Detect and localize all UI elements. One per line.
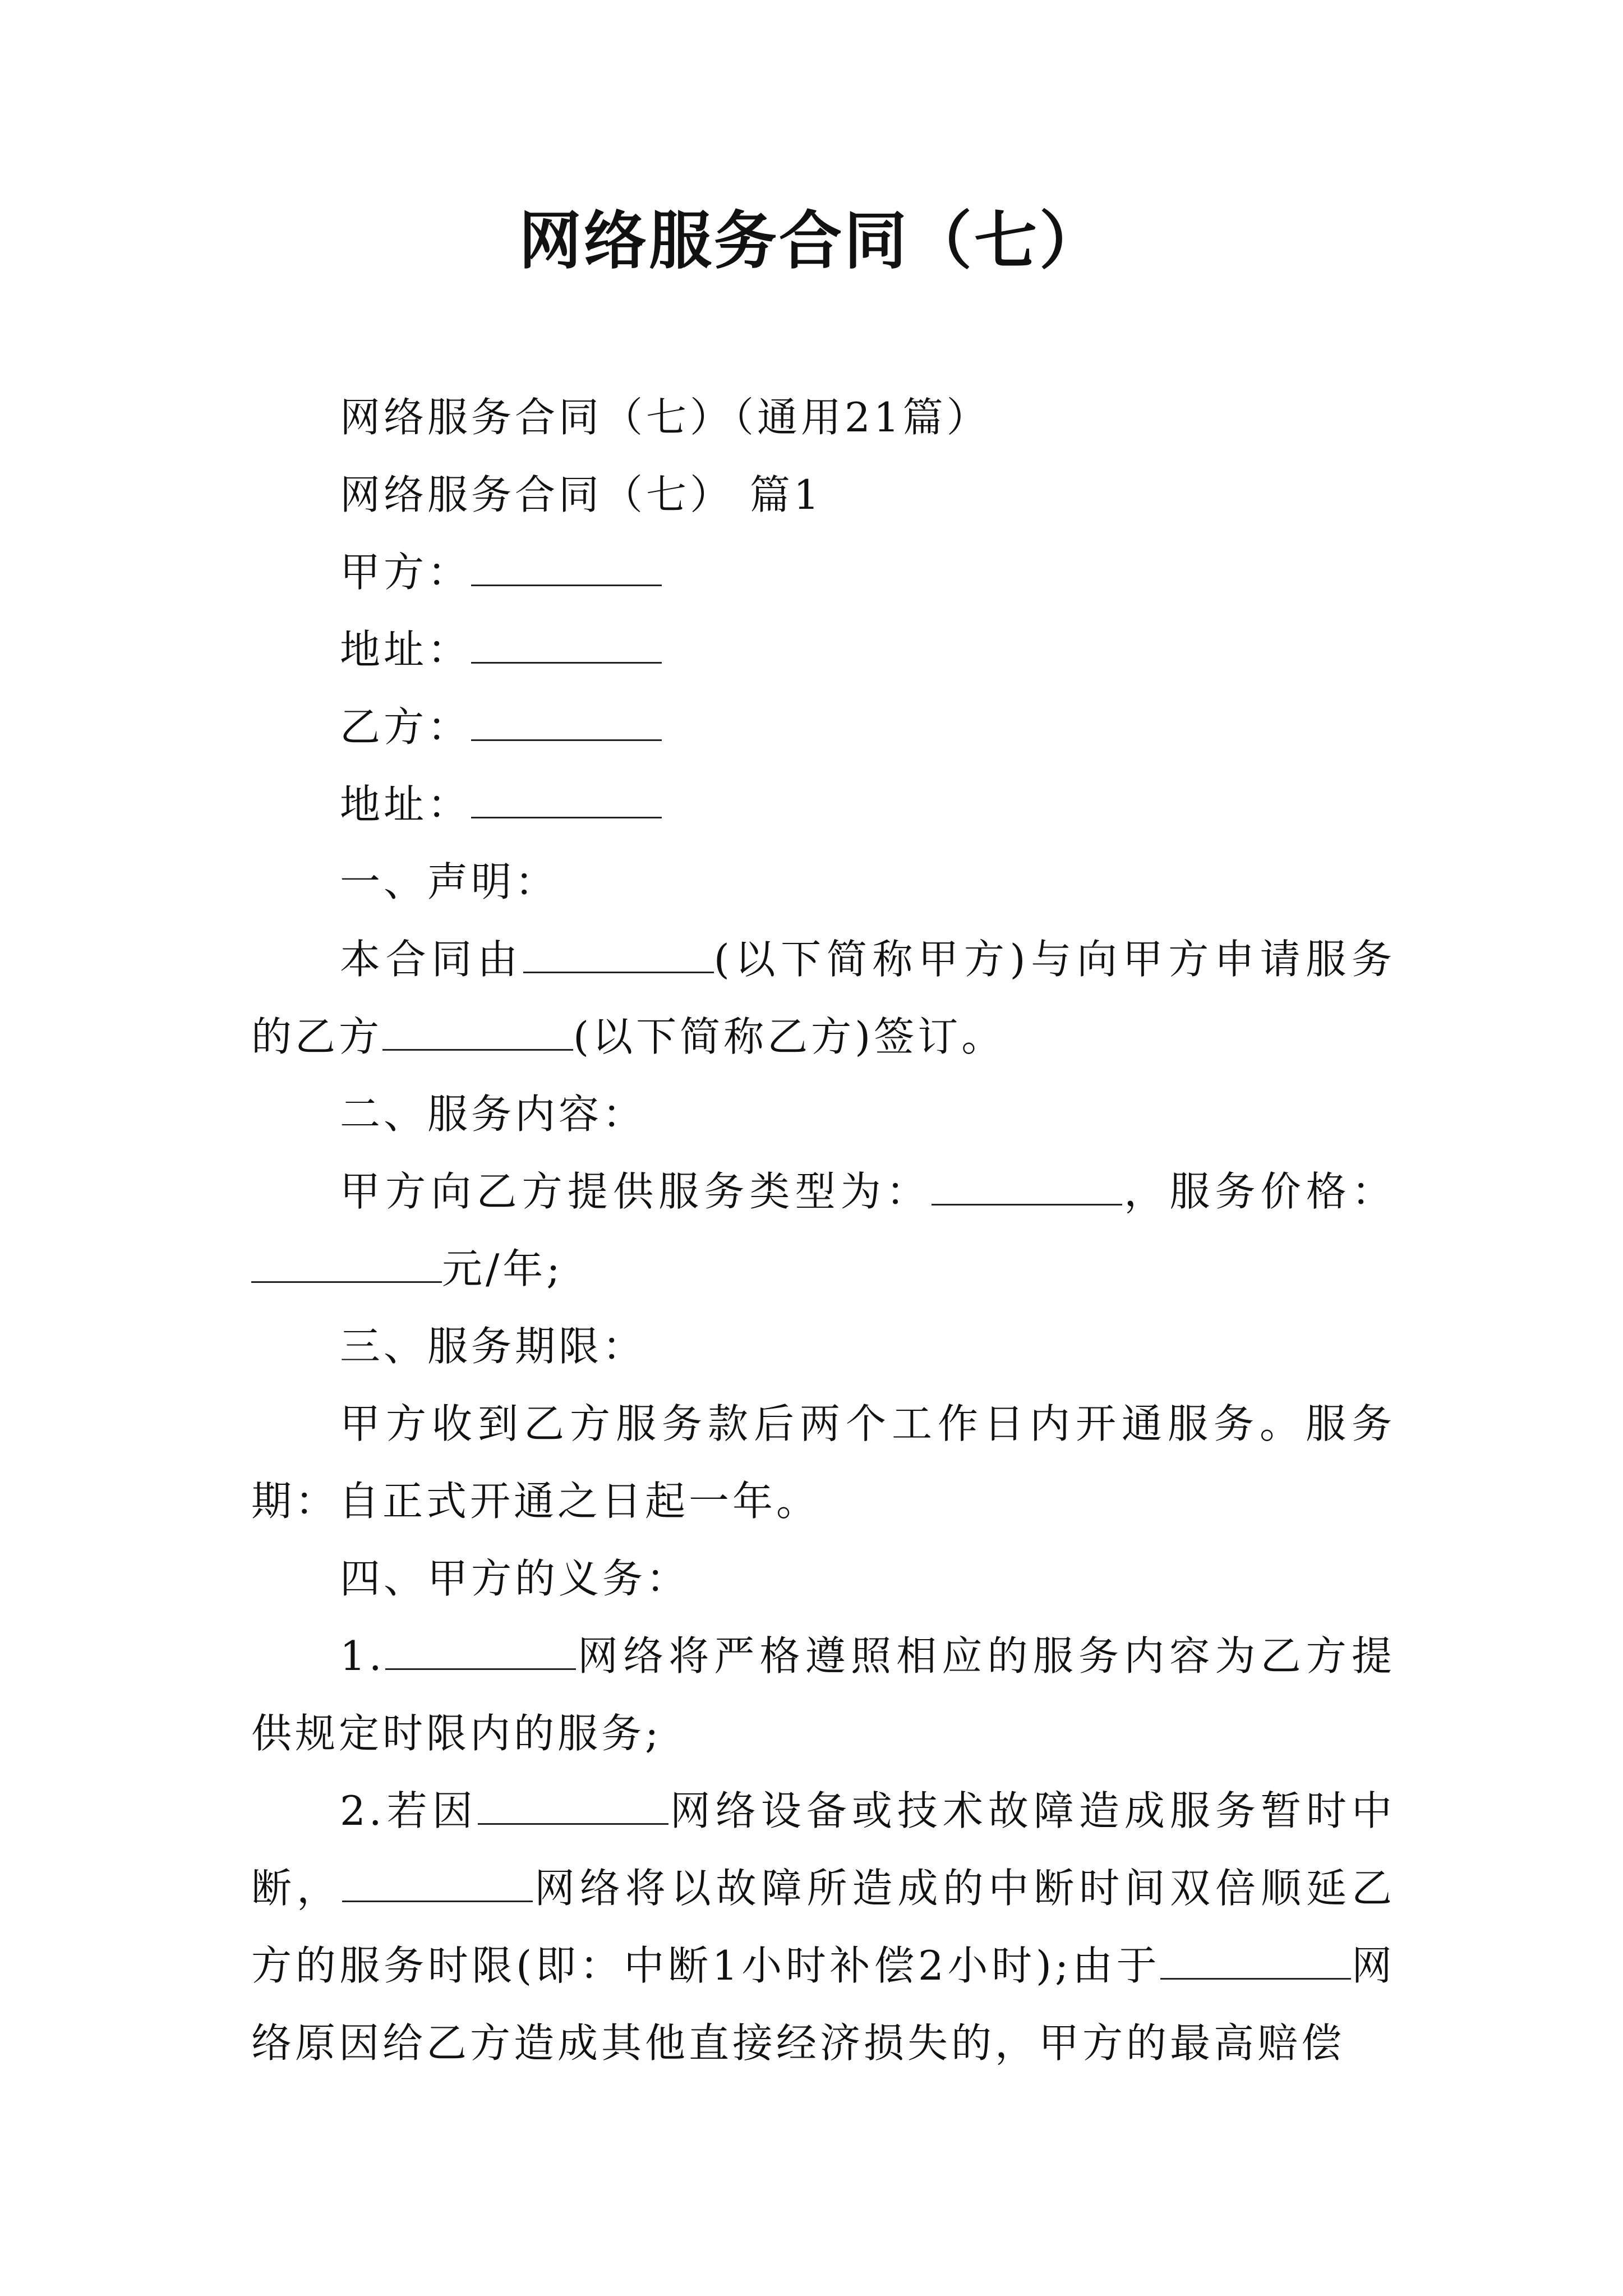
address-a-blank — [471, 628, 662, 664]
party-a-blank — [471, 551, 662, 586]
sec2-text-a: 甲方向乙方提供服务类型为： — [340, 1168, 932, 1215]
party-a-label: 甲方： — [340, 549, 472, 596]
item1-blank — [385, 1635, 576, 1670]
sec2-text-c: 元/年; — [442, 1245, 564, 1292]
section4-heading: 四、甲方的义务： — [340, 1555, 690, 1602]
section1-paragraph — [251, 921, 1395, 1075]
address-b-blank — [471, 783, 662, 818]
section1-heading: 一、声明： — [340, 858, 559, 905]
sec1-text-b: (以下简称甲方)与向甲方申请服务的乙方 — [251, 936, 1395, 1060]
item2-blank-2 — [342, 1867, 533, 1902]
document-title: 网络服务合同（七） — [519, 204, 1104, 278]
item1-text-b: 网络将严格遵照相应的服务内容为乙方提供规定时限内的服务; — [251, 1632, 1395, 1757]
item2-text-c: 网络将以故障所造成的中断时间双倍顺延乙方的服务时限(即：中断1小时补偿2小时);由于 — [251, 1865, 1395, 1989]
address-b-label: 地址： — [340, 781, 472, 828]
party-b-blank — [471, 706, 662, 741]
address-a-label: 地址： — [340, 626, 472, 673]
sec2-text-b: ，服务价格： — [1122, 1168, 1395, 1215]
section3-paragraph: 甲方收到乙方服务款后两个工作日内开通服务。服务期：自正式开通之日起一年。 — [251, 1400, 1395, 1525]
section4-item1 — [251, 1617, 1395, 1772]
subtitle-line: 网络服务合同（七）（通用21篇） — [340, 394, 990, 441]
item1-text-a: 1. — [340, 1632, 385, 1680]
sec1-blank-2 — [382, 1015, 573, 1051]
sec1-text-a: 本合同由 — [340, 936, 523, 983]
sec1-blank-1 — [523, 938, 714, 973]
item2-text-a: 2.若因 — [340, 1787, 478, 1834]
address-a-line — [251, 611, 1395, 688]
section3-heading: 三、服务期限： — [340, 1323, 647, 1370]
section2-paragraph — [251, 1153, 1395, 1308]
document-body — [251, 379, 1395, 2082]
sec1-text-c: (以下简称乙方)签订。 — [573, 1013, 1006, 1060]
sec2-blank-1 — [932, 1170, 1122, 1205]
section4-item2 — [251, 1772, 1395, 2082]
section2-heading: 二、服务内容： — [340, 1091, 647, 1138]
part1-heading: 网络服务合同（七） 篇1 — [340, 471, 823, 518]
party-b-line — [251, 688, 1395, 766]
item2-blank-3 — [1160, 1944, 1351, 1980]
item2-blank-1 — [478, 1789, 668, 1825]
item2-text-b: 网络设备或技术故障造成服务暂时中断， — [251, 1787, 1395, 1912]
party-b-label: 乙方： — [340, 703, 472, 751]
address-b-line — [251, 766, 1395, 843]
party-a-line — [251, 533, 1395, 611]
sec2-blank-2 — [251, 1248, 442, 1283]
item2-text-d: 网络原因给乙方造成其他直接经济损失的，甲方的最高赔偿 — [251, 1942, 1395, 2067]
